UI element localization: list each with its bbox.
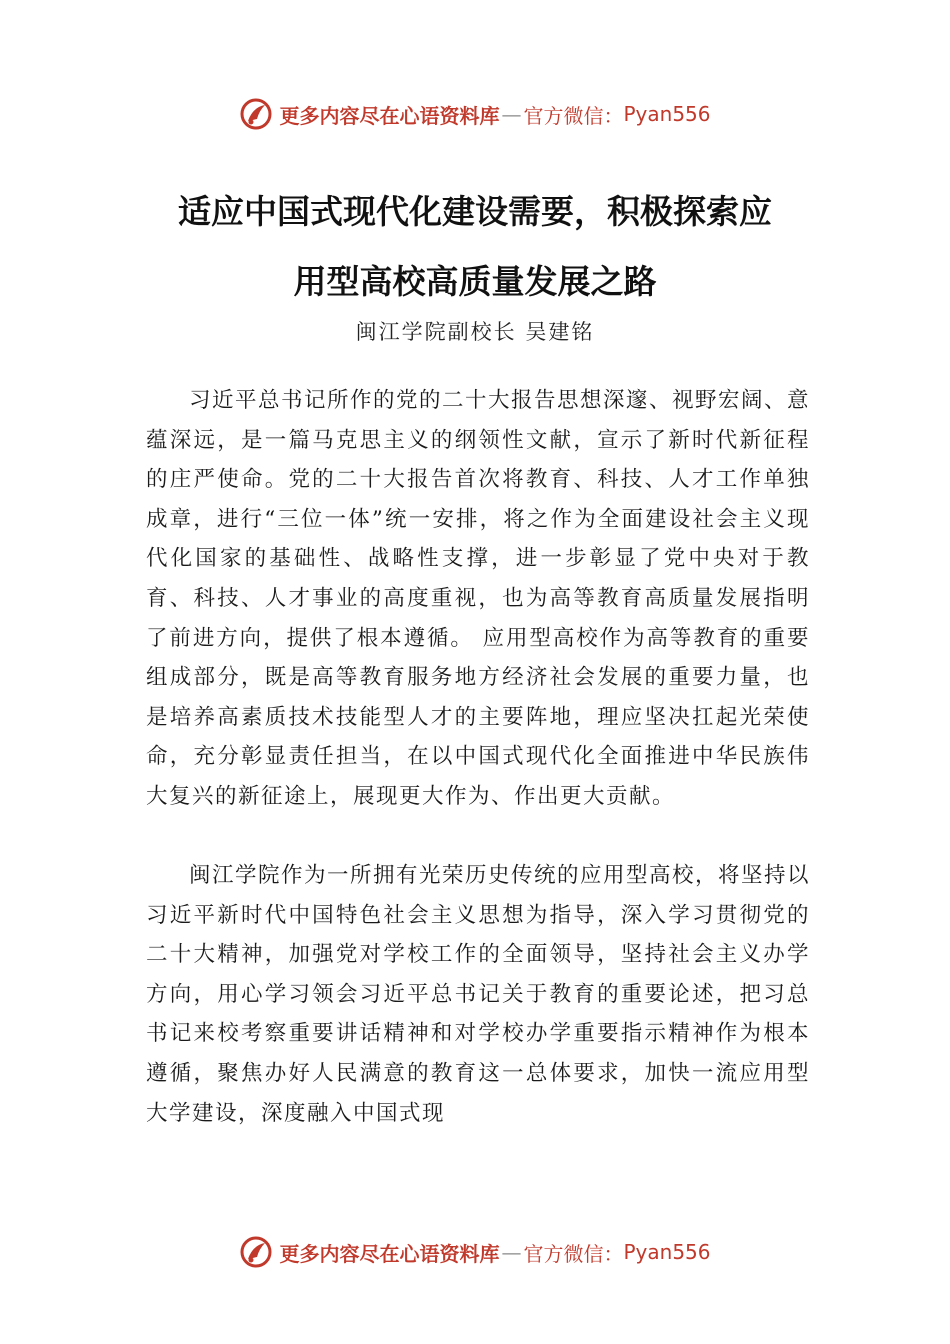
brush-seal-icon [239, 1235, 273, 1269]
header-watermark [0, 94, 950, 134]
paragraph-text: 闽江学院作为一所拥有光荣历史传统的应用型高校，将坚持以习近平新时代中国特色社会主义思想为指导，深入学习贯彻党的二十大精神，加强党对学校工作的全面领导，坚持社会主义办学方向，用心学习领会习近平总书记关于教育的重要论述，把习总书记来校考察重要讲话精神和对学校办学重要指示精神作为根本遵循，聚焦办好人民满意的教育这一总体要求，加快一流应用型大学建设，深度融入中国式现 [146, 863, 811, 1126]
watermark-brand: 更多内容尽在心语资料库 [279, 103, 500, 128]
watermark-separator: — [501, 102, 522, 126]
brush-seal-icon [239, 97, 273, 131]
article-paragraph-1 [146, 381, 810, 817]
watermark-separator: — [501, 1240, 522, 1264]
watermark-account: Pyan556 [623, 1240, 711, 1264]
article-title-line-1: 适应中国式现代化建设需要，积极探索应 [178, 192, 772, 231]
watermark-brand: 更多内容尽在心语资料库 [279, 1241, 500, 1266]
paragraph-text: 习近平总书记所作的党的二十大报告思想深邃、视野宏阔、意蕴深远，是一篇马克思主义的纲领性文献，宣示了新时代新征程的庄严使命。党的二十大报告首次将教育、科技、人才工作单独成章，进行“三位一体”统一安排，将之作为全面建设社会主义现代化国家的基础性、战略性支撑，进一步彰显了党中央对于教育、科技、人才事业的高度重视，也为高等教育高质量发展指明了前进方向，提供了根本遵循。 应用型高校作为高等教育的重要组成部分，既是高等教育服务地方经济社会发展的重要力量，也是培养高素质技术技能型人才的主要阵地，理应坚决扛起光荣使命，充分彰显责任担当，在以中国式现代化全面推进中华民族伟大复兴的新征途上，展现更大作为、作出更大贡献。 [146, 388, 811, 809]
footer-watermark [0, 1232, 950, 1272]
article-byline: 闽江学院副校长 吴建铭 [355, 320, 595, 344]
article-paragraph-2 [146, 856, 810, 1133]
watermark-label: 官方微信： [523, 1241, 624, 1266]
watermark-label: 官方微信： [523, 103, 624, 128]
watermark-account: Pyan556 [623, 102, 711, 126]
article-title-line-2: 用型高校高质量发展之路 [293, 262, 657, 301]
